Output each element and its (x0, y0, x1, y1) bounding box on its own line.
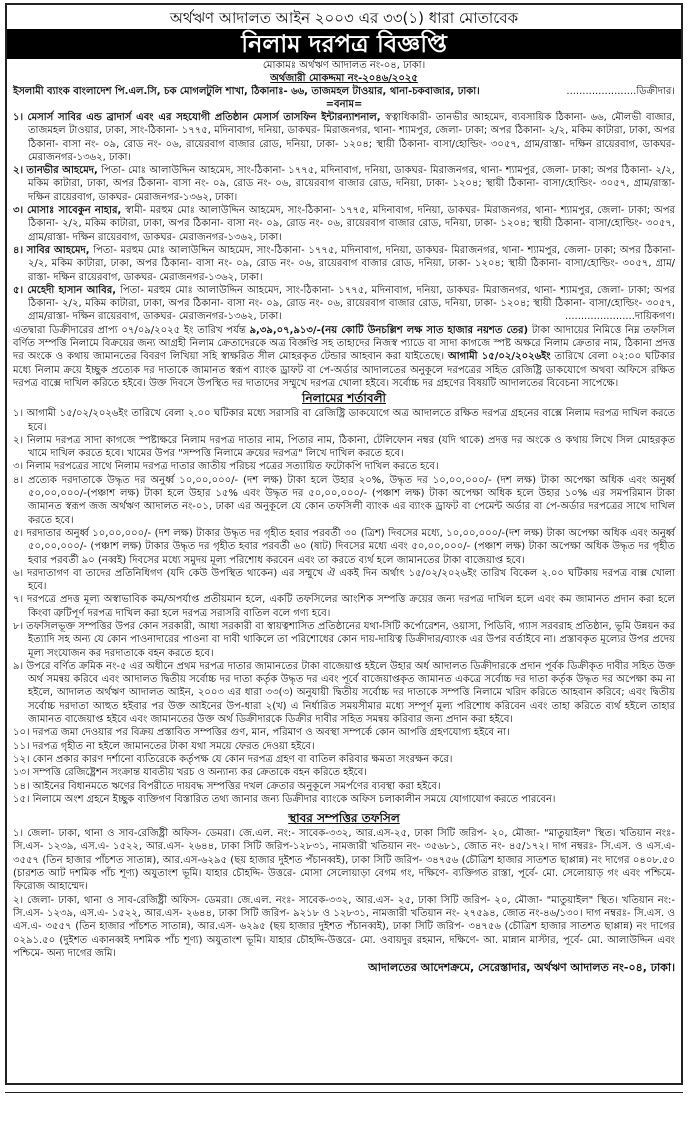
schedule-heading: স্থাবর সম্পত্তির তফসিল (288, 811, 400, 826)
signature: আদালতের আদেশক্রমে, সেরেস্তাদার, অর্থঋণ আদালত নং-০৪, ঢাকা। (368, 961, 675, 975)
case-number: অর্থজারী মোকদ্দমা নং-২০৪৬/২০২৫ (270, 73, 418, 84)
defendants-role: ......................দায়িকগণ। (564, 311, 675, 323)
term-item: ১৩। সম্পত্তি রেজিষ্ট্রেশন সংক্রান্ত যাবতীয় খরচ ও অন্যান্য কর ক্রেতাকে বহন করিতে হইবে। (13, 767, 367, 779)
divider (5, 1092, 683, 1123)
defendant-item: ১। মেসার্স সাবির এন্ড ব্রাদার্স এবং এর সহযোগী প্রতিষ্ঠান মেসার্স তাসফিন ইন্টারন্যাশনাল, স্বত্বাধিকারী- তানভীর আহমেদ, ব্যবসায়িক ঠিকানা- ৬৬, মৌলভী বাজার, তাজমহল টাওয়ার, ঢাকা, সাং-ঠিকানা- ১৭৭৫, মদিনাবাগ, দনিয়া, ডাকঘর- মিরাজনগর, থানা- শ্যামপুর, জেলা- ঢাকা; অপর ঠিকানা- ২/২, মকিম কাটারা, ঢাকা, অপর ঠিকানা- বাসা নং- ০৯, রোড নং- ০৬, রায়েরবাগ বাজার রোড, দনিয়া, ঢাকা- ১২০৪; স্থায়ী ঠিকানা- বাসা/হোল্ডিং- ৩০৫৭, গ্রাম/রাস্তা- দক্ষিন রায়েরবাগ, ডাকঘর- মেরাজনগর-১৩৬২, ঢাকা। (13, 112, 675, 163)
term-item: ১০। দরপত্র জমা দেওয়ার পর বিক্রয় প্রস্তাবিত সম্পত্তির গুণ, মান, পরিমাণ ও অবস্থা সম্পর্কে কোন আপত্তি গ্রহণযোগ্য হইবে না। (13, 727, 510, 739)
defendant-item: ৫। মেহেদী হাসান আবির, পিতা- মরহুম মোঃ আলাউদ্দিন আহমেদ, সাং-ঠিকানা- ১৭৭৫, মদিনাবাগ, দনিয়া, ডাকঘর- মিরাজনগর, থানা- শ্যামপুর, জেলা- ঢাকা; অপর ঠিকানা- ২/২, মকিম কাটারা, ঢাকা, অপর ঠিকানা- বাসা নং- ০৯, রোড নং- ০৬, রায়েরবাগ বাজার রোড, দনিয়া, ঢাকা- ১২০৪; স্থায়ী ঠিকানা- বাসা/হোল্ডিং- ৩০৫৭, গ্রাম/রাস্তা- দক্ষিন রায়েরবাগ, ডাকঘর- মেরাজনগর-১৩৬২, ঢাকা। ......................দায়িকগণ। (13, 284, 675, 323)
court-name: মোকামঃ অর্থঋণ আদালত নং-০৪, ঢাকা। (262, 60, 426, 71)
defendant-item: ২। তানভীর আহমেদ, পিতা- মোঃ আলাউদ্দিন আহমেদ, সাং-ঠিকানা- ১৭৭৫, মদিনাবাগ, দনিয়া, ডাকঘর- মিরাজনগর, থানা- শ্যামপুর, জেলা- ঢাকা; অপর ঠিকানা- ২/২, মকিম কাটারা, ঢাকা, অপর ঠিকানা- বাসা নং- ০৯, রোড নং- ০৬, রায়েরবাগ বাজার রোড, দনিয়া, ঢাকা- ১২০৪; স্থায়ী ঠিকানা- বাসা/হোল্ডিং- ৩০৫৭, গ্রাম/রাস্তা- দক্ষিন রায়েরবাগ, ডাকঘর- মেরাজনগর-১৩৬২, ঢাকা। (13, 165, 675, 203)
term-item: ১। আগামী ১৫/০২/২০২৬ইং তারিখে বেলা ২.০০ ঘটিকার মধ্যে সরাসরি বা রেজিষ্ট্রি ডাকযোগে অত্র আদালতে রক্ষিত দরপত্র গ্রহনের বাক্সে নিলাম দরপত্র দাখিল করতে হবে। (13, 408, 675, 433)
term-item: ৪। প্রত্যেক দরদাতাকে উদ্ধৃত দর অনুর্ধ্ব ১০,০০,০০০/- (দশ লক্ষ) টাকা হলে উহার ২০%, উদ্ধৃত দর ১০,০০,০০০/- (দশ লক্ষ) টাকা অপেক্ষা অধিক এবং অনুর্ধ্ব ৫০,০০,০০০/-(পঞ্চাশ লক্ষ) টাকা হলে উহার ১৫% এবং উদ্ধৃত দর ৫০,০০,০০০/- (পঞ্চাশ লক্ষ) টাকা অপেক্ষা অধিক হলে উহার ১০% এর সমপরিমান টাকা জামানত স্বরূপ জজ অর্থঋণ আদালত নং-০১, ঢাকা এর অনুকূলে যে কোন তফসিলী ব্যাংক এর ব্যাংক ড্রাফট বা পেমেন্ট অর্ডার বা পে-অর্ডার দরপত্রের সাথে দাখিল করতে হবে। (13, 474, 675, 526)
defendant-item: ৩। মোসাঃ সাবেকুন নাহার, স্বামী- মরহুম মোঃ আলাউদ্দিন আহমেদ, সাং-ঠিকানা- ১৭৭৫, মদিনাবাগ, দনিয়া, ডাকঘর- মিরাজনগর, থানা- শ্যামপুর, জেলা- ঢাকা; অপর ঠিকানা- ২/২, মকিম কাটারা, ঢাকা, অপর ঠিকানা- বাসা নং- ০৯, রোড নং- ০৬, রায়েরবাগ বাজার রোড, দনিয়া, ঢাকা- ১২০৪; স্থায়ী ঠিকানা- বাসা/হোল্ডিং- ৩০৫৭, গ্রাম/রাস্তা- দক্ষিন রায়েরবাগ, ডাকঘর- মেরাজনগর-১৩৬২, ঢাকা। (13, 205, 675, 243)
term-item: ১১। দরপত্র গৃহীত না হইলে জামানতের টাকা যথা সময়ে ফেরত দেওয়া হইবে। (13, 740, 315, 752)
defendant-item: ৪। সাবির আহমেদ, পিতা- মরহুম মোঃ আলাউদ্দিন আহমেদ, সাং-ঠিকানা- ১৭৭৫, মদিনাবাগ, দনিয়া, ডাকঘর- মিরাজনগর, থানা- শ্যামপুর, জেলা- ঢাকা; অপর ঠিকানা- ২/২, মকিম কাটারা, ঢাকা, অপর ঠিকানা- বাসা নং- ০৯, রোড নং- ০৬, রায়েরবাগ বাজার রোড, দনিয়া, ঢাকা- ১২০৪; স্থায়ী ঠিকানা- বাসা/হোল্ডিং- ৩০৫৭, গ্রাম/রাস্তা- দক্ষিন রায়েরবাগ, ডাকঘর- মেরাজনগর-১৩৬২, ঢাকা। (13, 244, 675, 283)
schedule-list (13, 827, 675, 960)
term-item: ৬। দরদাতাগণ বা তাদের প্রতিনিধিগণ (যদি কেউ উপস্থিত থাকেন) এর সম্মুখে ঐ একই দিন অর্থাৎ ১৫/০২/২০২৬ইং তারিখ বিকেল ২.০০ ঘটিকায় দরপত্র বাক্স খোলা হবে। (13, 567, 675, 593)
plaintiff: ইসলামী ব্যাংক বাংলাদেশ পি.এল.সি, চক মোগলটুলি শাখা, ঠিকানাঃ- ৬৬, তাজমহল টাওয়ার, থানা-চকবাজার, ঢাকা। (13, 86, 480, 97)
term-item: ৫। দরদাতার অনুর্ধ্ব ১০,০০,০০০/- (দশ লক্ষ) টাকার উদ্ধৃত দর গৃহীত হবার পরবর্তী ৩০ (ত্রিশ) দিবসের মধ্যে, ১০,০০,০০০/-(দশ লক্ষ) টাকা অপেক্ষা অধিক এবং অনুর্ধ্ব ৫০,০০,০০০/- (পঞ্চাশ লক্ষ) টাকার উদ্ধৃত দর গৃহীত হবার পরবর্তী ৬০ (ষাট) দিবসের মধ্যে এবং ৫০,০০,০০০/- (পঞ্চাশ লক্ষ) টাকা অপেক্ষা অধিক উদ্ধৃত দর গৃহীত হবার পরবর্তী ৯০ (নব্বই) দিবসের মধ্যে সমুদয় মূল্য পরিশোধ করবেন এবং তা করতে ব্যর্থ হলে জামানতের টাকা বাজেয়াপ্ত হবে। (13, 527, 675, 566)
act-line: অর্থঋণ আদালত আইন ২০০৩ এর ৩৩(১) ধারা মোতাবেক (169, 9, 519, 27)
auction-notice (5, 3, 683, 1085)
intro-paragraph: এতদ্বারা ডিক্রীদারের প্রাপ্য ০৭/০৯/২০২৫ ইং তারিখ পর্যন্ত ৯,৩৯,০৭,৯১৩/-(নয় কোটি উনচল্লিশ লক্ষ সাত হাজার নয়শত তের) টাকা আদায়ের নিমিত্তে নিম্ন তফসিল বর্ণিত সম্পত্তি নিলামে বিক্রয়ের জন্য আগ্রহী নিলাম ক্রেতাদেরকে অত্র বিজ্ঞপ্তি সহ তাহাদের নিজস্ব প্যাডে বা সাদা কাগজে স্পষ্ট অক্ষরে নিলাম ক্রেতার নাম, ঠিকানা প্রদত্ত দর অংকে ও কথায় জামানতের বিবরণ লিখিয়া সহি স্বাক্ষরিত সীল মোহরকৃত টেন্ডার আহবান করা যাইতেছে। আগামী ১৫/০২/২০২৬ইং তারিখে বেলা ০২:০০ ঘটিকার মধ্যে নিলাম ক্রয়ে ইচ্ছুক প্রত্যেক দর দাতাকে জামানত স্বরূপ ব্যাংক ড্রাফট বা পে-অর্ডার আদালতের অনুকূলে দরপত্রের সহিত রেজিষ্ট্রি ডাকযোগে অথবা অফিসে রক্ষিত দরপত্র বাক্সে দাখিল করিতে হইবে। উক্ত দিবসে উপস্থিত দর দাতাদের সম্মুখে দরপত্র খোলা হইবে। সর্বোচ্চ দর গ্রহণের বিষয়টি আদালতের বিবেচনা সাপেক্ষে। (13, 324, 675, 389)
plaintiff-row (13, 85, 675, 98)
notice-title: নিলাম দরপত্র বিজ্ঞপ্তি (7, 29, 681, 59)
term-item: ৭। দরপত্রে প্রদত্ত মূল্য অস্বাভাবিক কম/অপর্যাপ্ত প্রতীয়মান হলে, একটি তফসিলের আংশিক সম্পত্তি ক্রয়ের জন্য দরপত্র দাখিল হলে এবং কম জামানত প্রদান করা হলে কিংবা ত্রুটিপূর্ণ দরপত্র দাখিল করা হলে দরপত্র সরাসরি বাতিল বলে গণ্য হবে। (13, 594, 675, 619)
schedule-item: ২। জেলা- ঢাকা, থানা ও সাব-রেজিষ্ট্রী অফিস- ডেমরা। জে.এল. নংঃ- সাবেক-৩৩২, আর.এস- ২৫, ঢাকা সিটি জরিপ- ২০, মৌজা- "মাতুয়াইল" স্থিত। খতিয়ান নং:- সি.এস- ১২৩৯, এস.এ- ১৫২২, আর.এস- ২৬৪৪, ঢাকা সিটি জরিপ- ৯২১৮ ও ১২৮৩১, নামজারী খতিয়ান নং- ২৭৫৯৪, জোত নং-৪৬/১৩০। দাগ নম্বরঃ- সি.এস. ও এস.এ- ৩৫৫৭ (তিন হাজার পাঁচশত সাতান্ন), আর.এস- ৬২৯৫ (ছয় হাজার দুইশত পঁচানব্বই), ঢাকা সিটি জরিপ- ৩৪৭৫৬ (চৌত্রিশ হাজার সাতশত ছাপ্পান্ন) নং দাগের ০২৯১.৫০ (দুইশত একানব্বই দশমিক পাঁচ শূণ্য) অযুতাংশ ভূমি। যাহার চৌহদ্দি-উত্তরে- মো. ওবায়দুর রহমান, দক্ষিণে- আ. মান্নান মাস্টার, পূর্বে- মো. আলাউদ্দিন এবং পশ্চিমে- অন্য দাগের জমি। (13, 894, 675, 959)
defendants-list (13, 111, 675, 324)
term-item: ১৪। আইনের বিধানমতে ঋণের বিপরীতে দায়বদ্ধ সম্পত্তির দখল ক্রেতার অনুকূলে সমর্পণের ব্যবস্থা করা হইবে। (13, 780, 441, 792)
term-item: ৮। তফসিলভূক্ত সম্পত্তির উপর কোন সরকারী, আধা সরকারী বা স্বায়ত্বশাসিত প্রতিষ্ঠানের যথা-সিটি কর্পোরেশন, ওয়াসা, পিডিবি, গ্যাস সরবরাহ প্রতিষ্ঠান, ভূমি উন্নয়ন কর ইত্যাদি সহ অন্য যে কোন পাওনাদারের পাওনা বা দাবী থাকিলে তা পরিশোধের কোন দায়-দায়িত্ব ডিক্রীদার/ব্যাংক এর উপর বর্তাইবে না। প্রস্তাবকৃত মূল্যের উপর প্রদেয় মূল্য সংযোজন কর দরদাতাকে বহন করতে হবে। (13, 620, 675, 659)
terms-heading: নিলামের শর্তাবলী (302, 391, 386, 406)
term-item: ১২। কোন প্রকার কারণ দর্শানো ব্যতিরেকে কর্তৃপক্ষ যে কোন দরপত্র গ্রহণ বা বাতিল করিবার ক্ষমতা সংরক্ষন করে। (13, 753, 453, 765)
schedule-item: ১। জেলা- ঢাকা, থানা ও সাব-রেজিষ্ট্রী অফিস- ডেমরা। জে.এল. নং:- সাবেক-৩৩২, আর.এস-২৫, ঢাকা সিটি জরিপ- ২০, মৌজা- "মাতুয়াইল" স্থিত। খতিয়ান নংঃ- সি.এস- ১২৩৯, এস.এ- ১৫২২, আর.এস- ২৬৪৪, ঢাকা সিটি জরিপ-১২৮৩১, নামজারী খতিয়ান নং- ৩৫৬৮১, জোত নং- ৪৫/১৭২। দাগ নম্বরঃ- সি.এস. ও এস.এ- ৩৫৫৭ (তিন হাজার পাঁচশত সাতান্ন), আর.এস-৬২৯৫ (ছয় হাজার দুইশত পঁচানব্বই), ঢাকা সিটি জরিপ- ৩৪৭৫৬ (চৌত্রিশ হাজার সাতশত ছাপ্পান্ন) নং দাগের ০৪০৮.৫০ (চারশত আট দশমিক পাঁচ শূণ্য) অযুতাংশ ভূমি। যাহার চৌহদ্দি- উত্তরে- মোসা সেলোয়াড়া বেগম গং, দক্ষিণে- ব্যক্তিগত রাস্তা, পূর্বে- মো. সেলোয়াড় গং এবং পশ্চিমে- ফিরোজ আহাম্মেদ। (13, 828, 675, 893)
term-item: ৯। উপরে বর্ণিত ক্রমিক নং-৫ এর অধীনে প্রথম দরপত্র দাতার জামানতের টাকা বাজেয়াপ্ত হইলে উহার অর্ধ আদালত ডিক্রীদারকে প্রদান পূর্বক ডিক্রীকৃত দাবীর সহিত উক্ত অর্থ সমন্বয় করিবে এবং আদালত দ্বিতীয় সর্বোচ্চ দর দাতা কর্তৃক উদ্ধৃত দর এবং পূর্বে বাজেয়াপ্তকৃত জামানত একত্রে সর্বোচ্চ দর দাতা কর্তৃক উদ্ধৃত দর অপেক্ষা কম না হইলে, আদালত অর্থঋণ আদালত আইন, ২০০৩ এর ধারা ৩৩(৩) অনুযায়ী দ্বিতীয় সর্বোচ্চ দর দাতাকে সম্পত্তি নিলামে খরিদ করিতে আহবান করিবে; এবং দ্বিতীয় সর্বোচ্চ দরদাতা আহুত হইবার পর উক্ত আইনের উপ-ধারা ২(খ) এ নির্ধারিত সময়সীমার মধ্যে সম্পূর্ণ মূল্য পরিশোধ করিবেন এবং তাহা করিতে ব্যর্থ হইলে তাহার জামানত বাজেয়াপ্ত হইবে এবং জামানতের উক্ত অর্থ ডিক্রীদারকে ডিক্রীর দাবীর সহিত সমন্বয় করিবার জন্য প্রদান করা হইবে। (13, 660, 675, 726)
term-item: ৩। নিলাম দরপত্রের সাথে নিলাম দরপত্র দাতার জাতীয় পরিচয় পত্রের সত্যায়িত ফটোকপি দাখিল করতে হবে। (13, 461, 439, 473)
term-item: ১৫। নিলামে অংশ গ্রহনে ইচ্ছুক ব্যক্তিগণ বিস্তারিত তথ্য জানার জন্য ডিক্রীদার ব্যাংকে অফিস চলাকালীন সময়ে যোগাযোগ করতে পারবেন। (13, 793, 556, 805)
plaintiff-role: ......................ডিক্রীদার। (566, 86, 675, 97)
term-item: ২। নিলাম দরপত্র সাদা কাগজে স্পষ্টাক্ষরে নিলাম দরপত্র দাতার নাম, পিতার নাম, ঠিকানা, টেলিফোন নম্বর (যদি থাকে) প্রদত্ত দর অংকে ও কথায় লিখে সিল মোহরকৃত খামে দাখিল করতে হবে। খামের উপর "সম্পত্তি নিলামে ক্রয়ের দরপত্র" লিখে দাখিল করতে হবে। (13, 434, 675, 460)
versus: =বনাম= (325, 99, 363, 110)
terms-list (13, 407, 675, 806)
